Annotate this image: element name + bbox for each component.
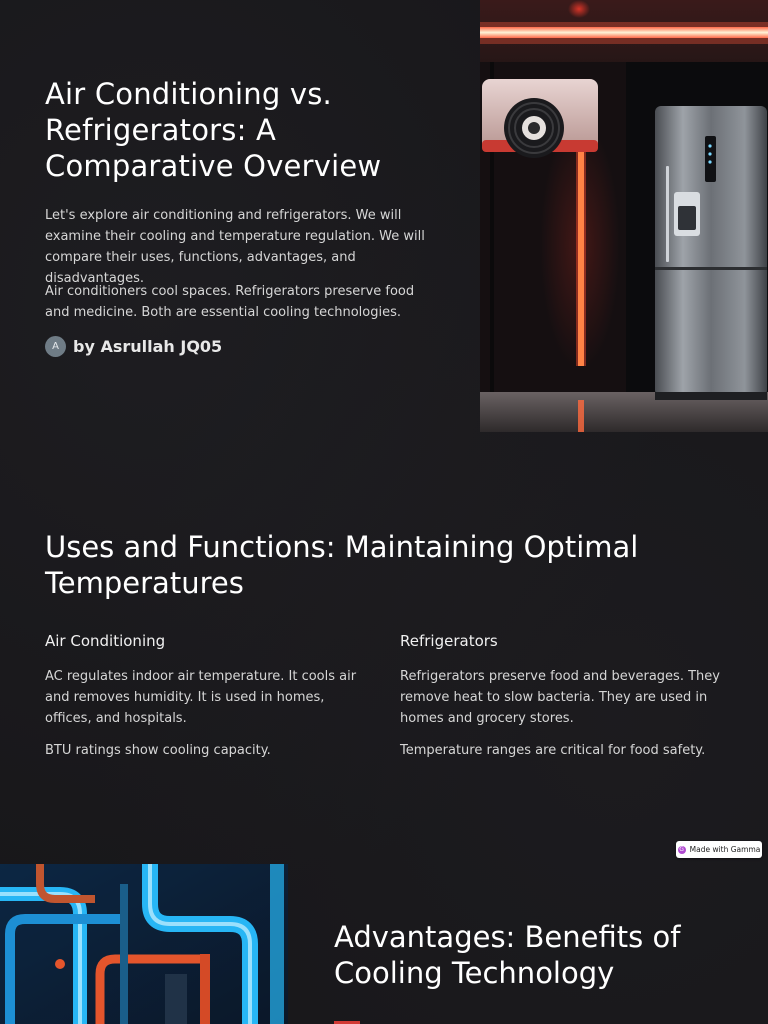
pipes-image bbox=[0, 864, 288, 1024]
column-air-conditioning bbox=[45, 631, 375, 772]
column-refrigerators bbox=[400, 631, 730, 772]
author-byline bbox=[45, 336, 222, 357]
hero-image-ac-and-refrigerator bbox=[480, 0, 768, 432]
made-with-gamma-badge[interactable] bbox=[676, 841, 762, 858]
intro-paragraph-secondary: Air conditioners cool spaces. Refrigerators preserve food and medicine. Both are essential cooling technologies. bbox=[45, 284, 415, 320]
gamma-logo-icon: G bbox=[679, 846, 684, 853]
column-heading-refrigerators: Refrigerators bbox=[400, 632, 498, 650]
column-paragraph: Temperature ranges are critical for food safety. bbox=[400, 743, 706, 758]
column-heading-air-conditioning: Air Conditioning bbox=[45, 632, 166, 650]
section-title-uses: Uses and Functions: Maintaining Optimal Temperatures bbox=[45, 530, 639, 600]
avatar[interactable]: A bbox=[45, 336, 66, 357]
section-title-advantages: Advantages: Benefits of Cooling Technology bbox=[334, 920, 681, 990]
column-paragraph: BTU ratings show cooling capacity. bbox=[45, 743, 271, 758]
intro-paragraph: Let's explore air conditioning and refrigerators. We will examine their cooling and temperature regulation. We will compare their uses, functions, advantages, and disadvantages. bbox=[45, 208, 425, 286]
column-paragraph: AC regulates indoor air temperature. It cools air and removes humidity. It is used in homes, offices, and hospitals. bbox=[45, 669, 357, 726]
badge-label: Made with Gamma bbox=[689, 845, 761, 854]
column-paragraph: Refrigerators preserve food and beverages. They remove heat to slow bacteria. They are used in homes and grocery stores. bbox=[400, 669, 720, 726]
page-title: Air Conditioning vs. Refrigerators: A Comparative Overview bbox=[45, 77, 382, 183]
author-name: by Asrullah JQ05 bbox=[73, 337, 223, 356]
